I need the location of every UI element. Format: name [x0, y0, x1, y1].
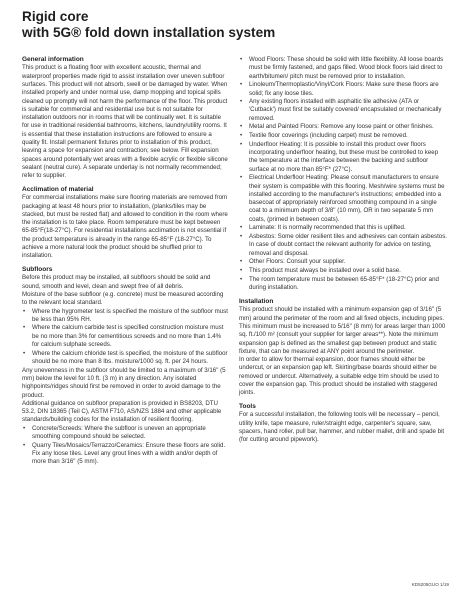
installation-heading: Installation — [239, 298, 274, 306]
list-item: • Laminate: It is normally recommended that this is uplifted. — [240, 224, 406, 232]
subfloors-text-1: Before this product may be installed, all subfloors should be solid and sound, smooth and level, clean and swept free of all debris. — [22, 274, 211, 290]
list-item: • Linoleum/Thermoplastic/Vinyl/Cork Floors: Make sure these floors are solid; fix any loose tiles. — [240, 81, 439, 97]
installation-text-1: This product should be installed with a minimum expansion gap of 3/16" (5 mm) around the perimeter of the room and all fixed objects, including pipes. This minimum must be increased to 5/16" (8 mm) for areas larger than 1000 sq. ft./100 m² (consult your supplier for larger areas**). Note the minimum expansion gap is defined as the smallest gap between product and static fixture, that can be measured at ANY point around the perimeter. — [239, 306, 446, 355]
list-item: • Electrical Underfloor Heating: Please consult manufacturers to ensure their system is compatible with this flooring. Mesh/wire systems must be installed according to the manufacturer's instructions; embedded into a basecoat of appropriately reinforced smoothing compound in a single coat to a minimum depth of 3/8" (10 mm), OR in two separate 5 mm coats, (primed in between coats). — [240, 174, 445, 223]
general-information-heading: General information — [22, 56, 84, 63]
moisture-test-list — [22, 308, 228, 367]
list-item: • Concrete/Screeds: Where the subfloor is uneven an appropriate smoothing compound should be selected. — [23, 424, 206, 440]
acclimation-heading: Acclimation of material — [22, 185, 94, 193]
right-column — [239, 56, 447, 445]
installation-text-2: In order to allow for thermal expansion, door frames should either be undercut, or an expansion gap left. Skirting/base boards should either be removed or undercut. Alternatively, a suitable edge trim should be used to cover the expansion gap. This product should be installed with staggered joints. — [239, 356, 439, 397]
list-item: • Underfloor Heating: It is possible to install this product over floors incorporating underfloor heating, but these must be controlled to keep the temperature at the interface between the backing and subfloor surface at no more than 85°F* (27°C). — [240, 140, 439, 173]
page-title — [22, 9, 322, 40]
list-item: • This product must always be installed over a solid base. — [240, 266, 401, 274]
list-item: • Where the calcium chloride test is specified, the moisture of the subfloor should be no more than 8 lbs. moisture/1000 sq. ft. per 24 hours. — [23, 349, 228, 365]
list-item: • Wood Floors: These should be solid with little flexibility. All loose boards must be firmly fastened, and gaps filled. Wood block floors laid direct to earth/bitumen/ pitch must be removed prior to installation. — [240, 56, 444, 80]
tools-text: For a successful installation, the following tools will be necessary – pencil, utility knife, tape measure, ruler/straight edge, carpenter's square, saw, spacers, hand roller, pull bar, hammer, and rubber mallet, drill and spade bit (for cutting around pipework). — [239, 411, 445, 444]
list-item: • Quarry Tiles/Mosaics/Terrazzo/Ceramics: Ensure these floors are solid. Fix any loose tiles. Level any grout lines with a width and/or depth of more than 3/16" (5 mm). — [23, 441, 226, 466]
subfloors-text-3: Any unevenness in the subfloor should be limited to a maximum of 3/16" (5 mm) below the level for 10 ft. (3 m) in any direction. Any isolated highpoints/ridges should first be removed in order to avoid damage to the product. — [22, 366, 226, 399]
acclimation-text: For commercial installations make sure flooring materials are removed from packaging at least 48 hours prior to installation, (planks/tiles may be stacked, but must be rested flat) and allowed to condition in the room where the installation is to take place. Room temperature must be kept between 65-85°F(18-27°C). For residential installations acclimation is not essential if the product temperature is already in the range 65-85°F (18-27°C). To achieve a more natural look the product should be shuffled prior to installation. — [22, 194, 228, 260]
subfloor-types-list — [22, 425, 228, 467]
list-item: • Where the hygrometer test is specified the moisture of the subfloor must be less than 95% RH. — [23, 307, 228, 323]
list-item: • Other Floors: Consult your supplier. — [240, 258, 346, 266]
subfloors-text-4: Additional guidance on subfloor preparation is provided in BS8203, DTU 53.2, DIN 18365 (Teil C), ASTM F710, AS/NZS 1884 and other applicable standards/building codes for the installation of resilient flooring. — [22, 399, 222, 424]
left-column — [22, 56, 228, 467]
list-item: • Asbestos: Some older resilient tiles and adhesives can contain asbestos. In case of doubt contact the relevant authority for advice on testing, removal and disposal. — [240, 233, 447, 257]
subfloor-types-list-continued — [239, 56, 447, 292]
subfloors-text-2: Moisture of the base subfloor (e.g. concrete) must be measured according to the relevant local standard. — [22, 290, 224, 307]
general-information-text: This product is a floating floor with excellent acoustic, thermal and waterproof properties made rigid to assist installation over uneven subfloor surfaces. This product will not absorb, swell or be damaged by water. When installed properly and under normal use, damp mopping and topical spills cleaned up promptly will not harm the performance of the floor. This product is suitable for commercial and residential use but is not suitable for installation outdoors nor in rooms that will be continually wet. It is suitable for use in traditional residential bathrooms, kitchens, laundry/utility rooms. It is essential that these installation instructions are followed to ensure a quality fit. Install permanent fixtures prior to installation of this product, leaving a space for expansion and contraction; see below. Fill expansion spaces around potentially wet areas with a flexible acrylic or flexible silicone sealant (neutral cure). A separate underlay is not normally recommended; refer to supplier. — [22, 64, 228, 180]
list-item: • Where the calcium carbide test is specified construction moisture must be no more than 3% for cementitious screeds and no more than 1.4% for calcium sulphate screeds. — [23, 324, 224, 349]
title-line-2: with 5G® fold down installation system — [22, 24, 276, 40]
list-item: • Any existing floors installed with asphaltic tile adhesive (ATA or 'Cutback') must first be suitably covered/ encapsulated or mechanically removed. — [240, 98, 442, 122]
list-item: • The room temperature must be between 65-85°F* (18-27°C) prior and during installation. — [240, 275, 439, 291]
title-line-1: Rigid core — [22, 9, 89, 24]
subfloors-heading: Subfloors — [22, 266, 53, 273]
tools-heading: Tools — [239, 403, 256, 411]
document-code: KD5205GUO 1/19 — [411, 582, 449, 587]
list-item: • Metal and Painted Floors: Remove any loose paint or other finishes. — [240, 123, 434, 131]
list-item: • Textile floor coverings (including carpet) must be removed. — [240, 132, 408, 140]
